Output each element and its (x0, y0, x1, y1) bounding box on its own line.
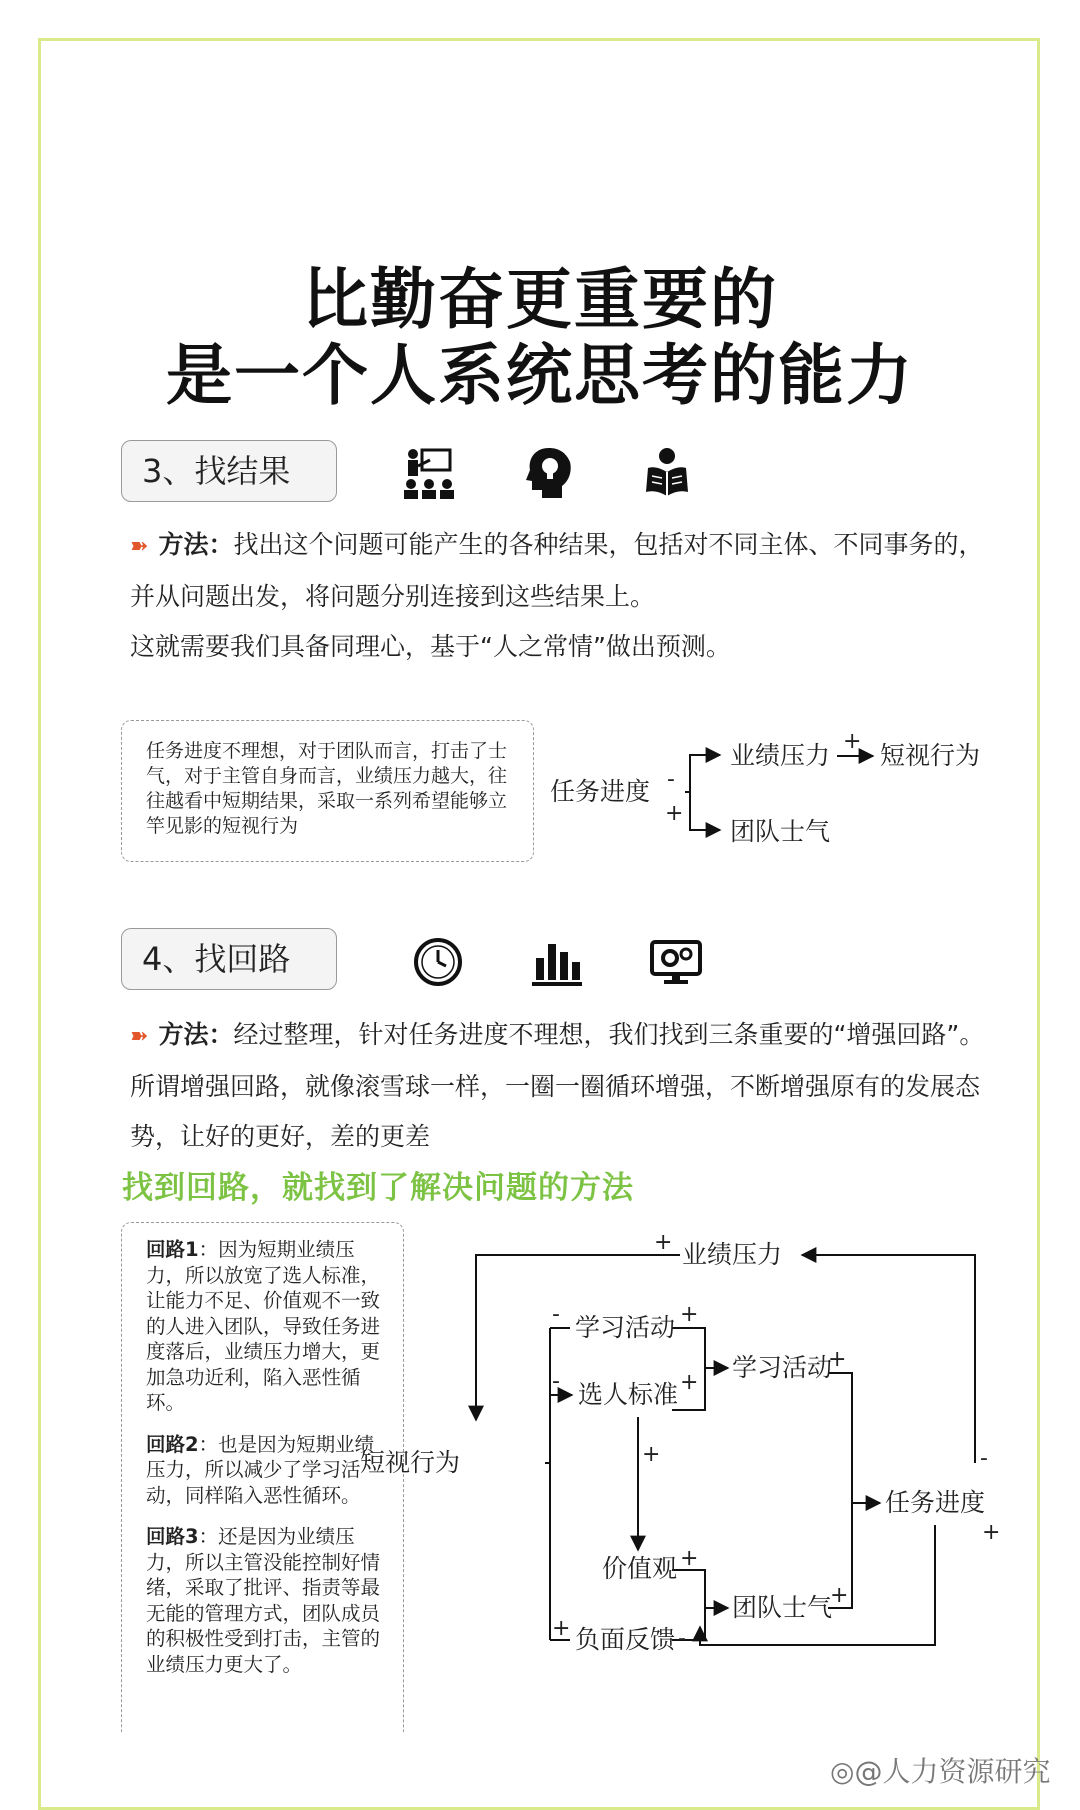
node-task-progress: 任务进度 (885, 1488, 986, 1517)
weibo-icon: ◎ (830, 1755, 855, 1788)
monitor-gear-icon (650, 938, 702, 986)
loop-1-label: 回路1 (146, 1238, 199, 1261)
node-performance-pressure: 业绩压力 (730, 741, 831, 770)
section-3-explanation-box (121, 720, 534, 862)
reading-person-icon (640, 446, 694, 500)
lightbulb-head-icon (524, 446, 574, 500)
sign-plus: + (830, 1583, 849, 1608)
node-team-morale: 团队士气 (730, 817, 831, 846)
node-values: 价值观 (602, 1554, 678, 1583)
sign-minus: - (678, 1626, 686, 1651)
sign-plus: + (654, 1230, 673, 1255)
node-selection-standard: 选人标准 (578, 1380, 679, 1409)
node-short-sighted: 短视行为 (880, 741, 981, 770)
bracket-right (828, 1373, 852, 1608)
node-team-morale: 团队士气 (732, 1593, 833, 1622)
sign-plus-mid: + (843, 729, 862, 754)
loop-3-label: 回路3 (146, 1525, 199, 1548)
node-negative-feedback: 负面反馈 (575, 1625, 676, 1654)
sign-plus: + (642, 1442, 661, 1467)
section-3-method (130, 520, 990, 622)
method-text: 找出这个问题可能产生的各种结果，包括对不同主体、不同事务的，并从问题出发，将问题分别连接到这些结果上。 (130, 530, 984, 611)
sign-plus: + (828, 1347, 847, 1372)
method-arrow-icon: ➽ (130, 1024, 149, 1049)
meeting-icon (402, 446, 456, 500)
green-heading: 找到回路，就找到了解决问题的方法 (122, 1170, 634, 1206)
loop-3-text: 回路3：还是因为业绩压力，所以主管没能控制好情绪，采取了批评、指责等最无能的管理方式，团队成员的积极性受到打击，主管的业绩压力更大了。 (146, 1525, 381, 1676)
bar-chart-icon (532, 938, 582, 986)
loop-2-label: 回路2 (146, 1432, 199, 1456)
method-arrow-icon: ➽ (130, 534, 149, 559)
sign-minus: - (667, 767, 675, 792)
page-title-line-2: 是一个人系统思考的能力 (166, 337, 914, 414)
method-label: 方法： (158, 530, 234, 559)
sign-plus: + (680, 1546, 699, 1571)
sign-minus: - (980, 1446, 988, 1471)
section-3-label: 3、找结果 (121, 440, 337, 502)
method-label: 方法： (158, 1020, 234, 1049)
sign-plus: + (552, 1616, 571, 1641)
node-performance-pressure: 业绩压力 (682, 1240, 783, 1269)
causal-loop-diagram (360, 1225, 1050, 1685)
section-4-method (130, 1010, 990, 1162)
clock-icon (412, 936, 464, 988)
sign-plus: + (680, 1370, 699, 1395)
node-task-progress: 任务进度 (550, 777, 651, 806)
section-3-note: 这就需要我们具备同理心，基于“人之常情”做出预测。 (130, 632, 731, 661)
node-learning-2: 学习活动 (732, 1353, 833, 1382)
edge-task-to-morale (700, 1525, 935, 1645)
section-3-diagram (545, 720, 1015, 860)
loops-explanation-box (121, 1222, 404, 1732)
watermark: ◎@人力资源研究 (830, 1755, 1051, 1788)
sign-plus: + (982, 1520, 1001, 1545)
loop-2-text: 回路2：也是因为短期业绩压力，所以减少了学习活动，同样陷入恶性循环。 (146, 1432, 375, 1507)
sign-minus: - (552, 1302, 560, 1327)
section-4-label: 4、找回路 (121, 928, 337, 990)
explanation-text: 任务进度不理想，对于团队而言，打击了士气，对于主管自身而言，业绩压力越大，往往越看中短期结果，采取一系列希望能够立竿见影的短视行为 (146, 740, 508, 837)
page-title-line-1: 比勤奋更重要的 (302, 261, 778, 338)
edge-task-to-perf (685, 755, 720, 792)
sign-plus: + (665, 801, 684, 826)
method-text: 经过整理，针对任务进度不理想，我们找到三条重要的“增强回路”。所谓增强回路，就像滚雪球一样，一圈一圈循环增强，不断增强原有的发展态势，让好的更好，差的更差 (130, 1020, 985, 1151)
sign-plus: + (680, 1302, 699, 1327)
loop-1-text: 回路1：因为短期业绩压力，所以放宽了选人标准，让能力不足、价值观不一致的人进入团队，导致任务进度落后，业绩压力增大，更加急功近利，陷入恶性循环。 (146, 1238, 381, 1414)
edge-task-to-morale (690, 792, 720, 830)
sign-minus: - (552, 1369, 560, 1394)
node-learning-1: 学习活动 (575, 1313, 676, 1342)
node-short-sighted: 短视行为 (360, 1448, 461, 1477)
